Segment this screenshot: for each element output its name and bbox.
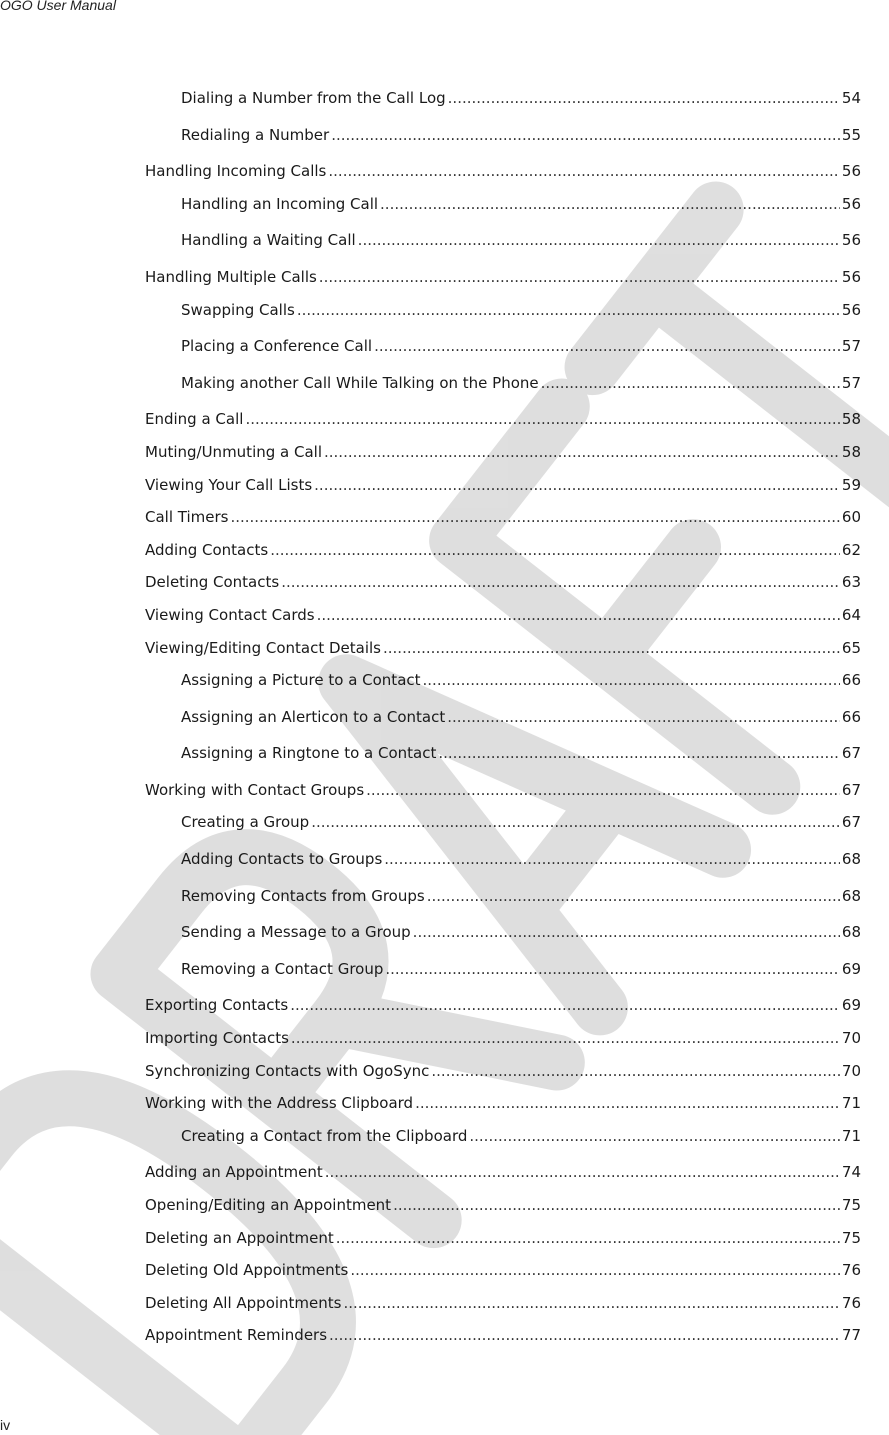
toc-entry-page-number: 75 bbox=[841, 1196, 861, 1214]
dot-leader bbox=[317, 605, 840, 626]
toc-entry-title: Muting/Unmuting a Call bbox=[145, 442, 322, 461]
toc-entry-page-number: 68 bbox=[841, 850, 861, 869]
toc-entry-page-number: 57 bbox=[841, 337, 861, 356]
toc-entry-title: Appointment Reminders bbox=[145, 1326, 328, 1345]
toc-entry[interactable] bbox=[145, 1293, 861, 1314]
toc-entry-title: Working with the Address Clipboard bbox=[145, 1094, 414, 1113]
dot-leader bbox=[384, 849, 840, 870]
dot-leader bbox=[270, 540, 840, 561]
toc-entry[interactable] bbox=[181, 336, 861, 357]
toc-entry-page-number: 66 bbox=[841, 671, 861, 690]
dot-leader bbox=[245, 409, 839, 430]
toc-entry-title: Deleting Contacts bbox=[145, 573, 280, 592]
dot-leader bbox=[374, 336, 840, 357]
toc-entry[interactable] bbox=[181, 300, 861, 321]
toc-entry[interactable] bbox=[181, 1126, 861, 1147]
toc-entry-title: Adding Contacts to Groups bbox=[181, 850, 383, 869]
toc-entry[interactable] bbox=[145, 267, 861, 288]
toc-entry-title: Viewing/Editing Contact Details bbox=[145, 638, 381, 657]
dot-leader bbox=[325, 1162, 840, 1183]
toc-entry[interactable] bbox=[145, 605, 861, 626]
running-header: OGO User Manual bbox=[0, 0, 116, 13]
toc-entry[interactable] bbox=[181, 743, 861, 764]
toc-entry-title: Dialing a Number from the Call Log bbox=[181, 89, 446, 107]
toc-entry-title: Exporting Contacts bbox=[145, 996, 289, 1015]
toc-entry-title: Removing Contacts from Groups bbox=[181, 886, 425, 905]
toc-entry-title: Creating a Group bbox=[181, 813, 310, 832]
toc-entry-page-number: 59 bbox=[841, 475, 861, 494]
toc-entry-title: Adding an Appointment bbox=[145, 1163, 323, 1182]
toc-entry[interactable] bbox=[181, 886, 861, 907]
toc-entry-page-number: 63 bbox=[841, 573, 861, 592]
toc-entry-page-number: 71 bbox=[841, 1094, 861, 1113]
dot-leader bbox=[383, 638, 840, 659]
toc-entry[interactable] bbox=[145, 507, 861, 528]
toc-entry-title: Assigning a Picture to a Contact bbox=[181, 671, 421, 690]
dot-leader bbox=[447, 707, 840, 728]
dot-leader bbox=[358, 230, 840, 251]
dot-leader bbox=[413, 922, 840, 943]
toc-entry-title: Adding Contacts bbox=[145, 540, 269, 559]
toc-entry-title: Working with Contact Groups bbox=[145, 780, 365, 799]
toc-entry[interactable] bbox=[145, 1093, 861, 1114]
toc-entry-page-number: 56 bbox=[841, 162, 861, 181]
dot-leader bbox=[427, 886, 840, 907]
page-number-footer: iv bbox=[0, 1417, 11, 1433]
toc-entry-page-number: 64 bbox=[841, 605, 861, 624]
dot-leader bbox=[431, 1061, 840, 1082]
toc-entry-page-number: 60 bbox=[841, 508, 861, 527]
toc-entry-page-number: 54 bbox=[841, 89, 861, 107]
dot-leader bbox=[415, 1093, 840, 1114]
toc-entry[interactable] bbox=[181, 670, 861, 691]
toc-entry-page-number: 76 bbox=[841, 1293, 861, 1312]
toc-entry[interactable] bbox=[145, 1061, 861, 1082]
dot-leader bbox=[314, 475, 840, 496]
toc-entry-title: Handling an Incoming Call bbox=[181, 194, 379, 213]
dot-leader bbox=[366, 780, 840, 801]
table-of-contents bbox=[145, 88, 861, 1358]
toc-entry[interactable] bbox=[181, 230, 861, 251]
toc-entry-page-number: 55 bbox=[841, 125, 861, 144]
dot-leader bbox=[350, 1260, 840, 1281]
toc-entry[interactable] bbox=[145, 540, 861, 561]
dot-leader bbox=[311, 812, 840, 833]
toc-entry[interactable] bbox=[181, 194, 861, 215]
toc-entry-page-number: 57 bbox=[841, 373, 861, 392]
toc-entry-title: Ending a Call bbox=[145, 410, 244, 429]
toc-entry[interactable] bbox=[181, 88, 861, 109]
dot-leader bbox=[385, 959, 840, 980]
toc-entry-page-number: 56 bbox=[841, 231, 861, 250]
toc-entry-title: Importing Contacts bbox=[145, 1029, 289, 1048]
toc-entry[interactable] bbox=[181, 125, 861, 146]
dot-leader bbox=[380, 194, 840, 215]
toc-entry-title: Making another Call While Talking on the Phone bbox=[181, 373, 539, 392]
dot-leader bbox=[336, 1228, 840, 1249]
toc-entry-title: Handling Incoming Calls bbox=[145, 162, 327, 181]
toc-entry[interactable] bbox=[181, 959, 861, 980]
toc-entry[interactable] bbox=[145, 780, 861, 801]
dot-leader bbox=[297, 300, 840, 321]
toc-entry[interactable] bbox=[181, 707, 861, 728]
toc-entry[interactable] bbox=[181, 373, 861, 394]
toc-entry[interactable] bbox=[181, 849, 861, 870]
dot-leader bbox=[290, 995, 840, 1016]
toc-entry-title: Handling Multiple Calls bbox=[145, 267, 317, 286]
toc-entry-title: Deleting Old Appointments bbox=[145, 1261, 349, 1280]
toc-entry-page-number: 77 bbox=[841, 1326, 861, 1345]
toc-entry-page-number: 68 bbox=[841, 886, 861, 905]
dot-leader bbox=[438, 743, 840, 764]
toc-entry-title: Sending a Message to a Group bbox=[181, 923, 411, 942]
toc-entry[interactable] bbox=[145, 475, 861, 496]
toc-entry[interactable] bbox=[145, 995, 861, 1016]
dot-leader bbox=[448, 88, 840, 109]
toc-entry-title: Assigning a Ringtone to a Contact bbox=[181, 744, 437, 763]
dot-leader bbox=[328, 161, 840, 182]
toc-entry[interactable] bbox=[181, 812, 861, 833]
dot-leader bbox=[291, 1028, 840, 1049]
toc-entry-page-number: 69 bbox=[841, 996, 861, 1015]
toc-entry-title: Opening/Editing an Appointment bbox=[145, 1196, 392, 1214]
toc-entry-title: Placing a Conference Call bbox=[181, 337, 373, 356]
toc-entry-page-number: 67 bbox=[841, 780, 861, 799]
toc-entry-title: Call Timers bbox=[145, 508, 229, 527]
toc-entry[interactable] bbox=[181, 922, 861, 943]
toc-entry[interactable] bbox=[145, 638, 861, 659]
toc-entry[interactable] bbox=[145, 409, 861, 430]
toc-entry-title: Synchronizing Contacts with OgoSync bbox=[145, 1061, 430, 1080]
toc-entry-title: Redialing a Number bbox=[181, 125, 330, 144]
dot-leader bbox=[393, 1195, 840, 1216]
toc-entry-title: Handling a Waiting Call bbox=[181, 231, 356, 250]
toc-entry[interactable] bbox=[145, 161, 861, 182]
toc-entry-page-number: 67 bbox=[841, 744, 861, 763]
toc-entry-title: Creating a Contact from the Clipboard bbox=[181, 1126, 468, 1145]
dot-leader bbox=[423, 670, 840, 691]
toc-entry[interactable] bbox=[145, 1195, 861, 1216]
dot-leader bbox=[343, 1293, 839, 1314]
dot-leader bbox=[319, 267, 840, 288]
toc-entry-page-number: 56 bbox=[841, 194, 861, 213]
dot-leader bbox=[324, 442, 840, 463]
toc-entry-page-number: 70 bbox=[841, 1029, 861, 1048]
dot-leader bbox=[230, 507, 839, 528]
toc-entry-page-number: 58 bbox=[841, 410, 861, 429]
toc-entry-page-number: 62 bbox=[841, 540, 861, 559]
toc-entry-title: Deleting an Appointment bbox=[145, 1228, 334, 1247]
toc-entry-page-number: 70 bbox=[841, 1061, 861, 1080]
dot-leader bbox=[281, 572, 840, 593]
toc-entry[interactable] bbox=[145, 1260, 861, 1281]
toc-entry-title: Viewing Contact Cards bbox=[145, 605, 315, 624]
toc-entry-page-number: 69 bbox=[841, 959, 861, 978]
toc-entry-page-number: 67 bbox=[841, 813, 861, 832]
dot-leader bbox=[331, 125, 840, 146]
toc-entry-title: Viewing Your Call Lists bbox=[145, 475, 313, 494]
toc-entry[interactable] bbox=[145, 572, 861, 593]
toc-entry-page-number: 76 bbox=[841, 1261, 861, 1280]
toc-entry-title: Swapping Calls bbox=[181, 300, 295, 319]
toc-entry-page-number: 68 bbox=[841, 923, 861, 942]
toc-entry[interactable] bbox=[145, 1228, 861, 1249]
toc-entry[interactable] bbox=[145, 1162, 861, 1183]
toc-entry[interactable] bbox=[145, 1028, 861, 1049]
toc-entry-page-number: 65 bbox=[841, 638, 861, 657]
toc-entry-page-number: 74 bbox=[841, 1163, 861, 1182]
toc-entry-page-number: 56 bbox=[841, 267, 861, 286]
dot-leader bbox=[329, 1325, 840, 1346]
toc-entry-page-number: 58 bbox=[841, 442, 861, 461]
toc-entry[interactable] bbox=[145, 1325, 861, 1346]
dot-leader bbox=[469, 1126, 840, 1147]
toc-entry-page-number: 71 bbox=[841, 1126, 861, 1145]
dot-leader bbox=[541, 373, 840, 394]
toc-entry-title: Removing a Contact Group bbox=[181, 959, 384, 978]
toc-entry-page-number: 75 bbox=[841, 1228, 861, 1247]
toc-entry-title: Deleting All Appointments bbox=[145, 1293, 342, 1312]
toc-entry[interactable] bbox=[145, 442, 861, 463]
toc-entry-page-number: 66 bbox=[841, 707, 861, 726]
toc-entry-title: Assigning an Alerticon to a Contact bbox=[181, 707, 446, 726]
toc-entry-page-number: 56 bbox=[841, 300, 861, 319]
